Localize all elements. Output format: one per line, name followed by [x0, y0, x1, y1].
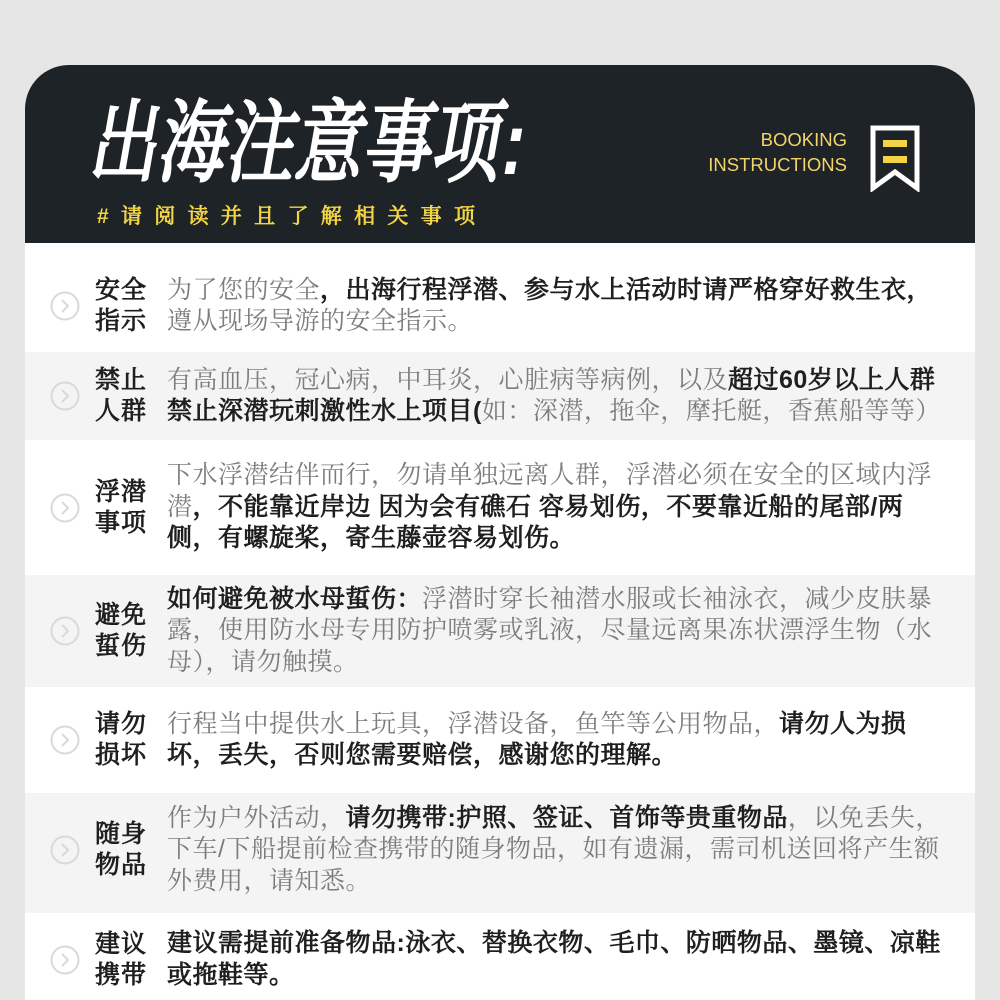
chevron-circle-icon	[50, 616, 80, 646]
notice-row-suggested-items	[25, 913, 975, 1000]
notice-label: 请勿损坏	[95, 710, 148, 769]
notice-text	[167, 460, 947, 555]
notice-row-no-damage	[25, 687, 975, 793]
booking-label-line1: BOOKING	[760, 129, 847, 150]
notice-row-sting-prevention	[25, 575, 975, 687]
notice-text-segment: 有高血压，冠心病，中耳炎，心脏病等病例，以及	[167, 365, 729, 394]
chevron-circle-icon	[50, 835, 80, 865]
notice-text-segment: 如：深潜，拖伞，摩托艇，香蕉船等等）	[481, 397, 941, 425]
notice-text-segment: 如何避免被水母蜇伤：	[167, 584, 423, 613]
notice-label: 安全指示	[95, 276, 148, 335]
chevron-circle-icon	[50, 493, 80, 523]
chevron-circle-icon	[50, 381, 80, 411]
notice-text-segment: ，以免丢失，下车/下船提前检查携带的随身物品，如有遗漏，需司机送回将产生额外费用，请知悉。	[167, 803, 941, 895]
chevron-circle-icon	[50, 945, 80, 975]
notice-text-segment: 请勿人为损坏，丢失，否则您需要赔偿，感谢您的理解。	[167, 709, 907, 769]
page-subtitle: #请阅读并且了解相关事项	[97, 205, 488, 228]
booking-instructions-label	[708, 127, 847, 177]
notice-list	[25, 243, 975, 1000]
chevron-circle-icon	[50, 291, 80, 321]
chevron-circle-icon	[50, 725, 80, 755]
notice-card	[25, 65, 975, 1000]
notice-text-segment: 遵从现场导游的安全指示。	[167, 307, 474, 335]
notice-text-segment: 为了您的安全	[167, 275, 321, 304]
notice-row-restricted-groups	[25, 352, 975, 440]
notice-text	[167, 275, 947, 338]
bookmark-icon	[870, 125, 920, 192]
notice-text-segment: ，出海行程浮潜、参与水上活动时请严格穿好救生衣，	[320, 275, 933, 304]
page-title: 出海注意事项:	[84, 94, 535, 194]
notice-text-segment: 超过60岁以上人群禁止深潜玩刺激性水上项目(	[167, 365, 936, 425]
notice-text-segment: 下水浮潜结伴而行，勿请单独远离人群，浮潜必须在安全的区域内浮潜	[167, 461, 933, 521]
notice-text-segment: 建议需提前准备物品:泳衣、替换衣物、毛巾、防晒物品、墨镜、凉鞋或拖鞋等。	[167, 929, 941, 989]
notice-label: 浮潜事项	[95, 477, 148, 537]
notice-label: 随身物品	[95, 820, 148, 879]
notice-text-segment: ，不能靠近岸边 因为会有礁石 容易划伤，不要靠近船的尾部/两侧，有螺旋桨，寄生藤壶容易划伤。	[167, 492, 904, 553]
notice-text-segment: 请勿携带:护照、签证、首饰等贵重物品	[345, 803, 788, 832]
notice-text	[167, 928, 947, 991]
notice-text	[167, 709, 947, 772]
notice-text	[167, 584, 947, 679]
booking-label-line2: INSTRUCTIONS	[708, 154, 847, 175]
notice-label: 建议携带	[95, 929, 148, 989]
notice-row-belongings	[25, 793, 975, 913]
notice-text-segment: 浮潜时穿长袖潜水服或长袖泳衣，减少皮肤暴露，使用防水母专用防护喷雾或乳液，尽量远离果冻状漂浮生物（水母），请勿触摸。	[167, 584, 933, 676]
notice-header	[25, 65, 975, 243]
notice-text	[167, 803, 947, 898]
notice-text-segment: 作为户外活动，	[167, 803, 346, 832]
notice-text	[167, 365, 947, 428]
notice-text-segment: 行程当中提供水上玩具，浮潜设备，鱼竿等公用物品，	[167, 709, 780, 738]
notice-label: 避免蜇伤	[95, 601, 148, 660]
notice-label: 禁止人群	[95, 366, 148, 425]
notice-row-safety-guidelines	[25, 243, 975, 352]
notice-row-snorkeling	[25, 440, 975, 575]
